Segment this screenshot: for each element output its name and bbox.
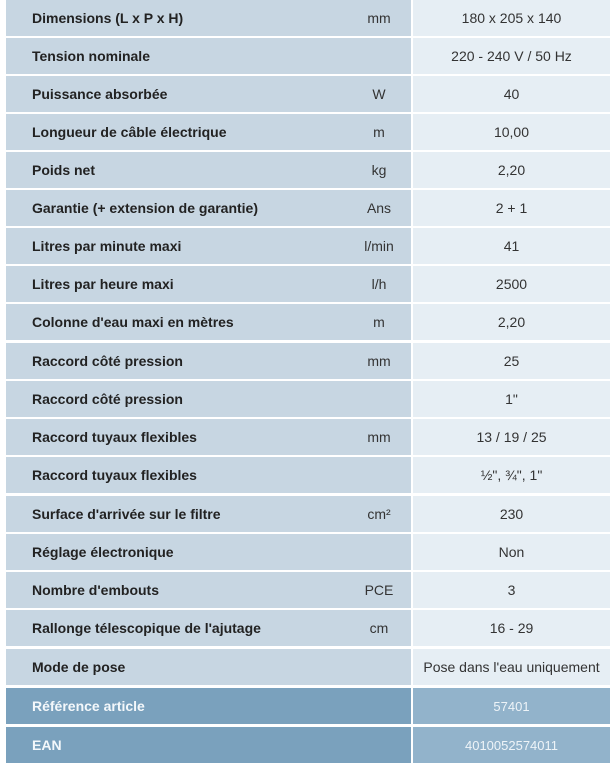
- spec-value: 41: [413, 228, 610, 264]
- spec-value: 16 - 29: [413, 610, 610, 646]
- spec-unit: mm: [367, 353, 391, 369]
- spec-unit: mm: [367, 10, 391, 26]
- footer-value: 57401: [413, 688, 610, 724]
- spec-value: 180 x 205 x 140: [413, 0, 610, 36]
- spec-label: Poids net: [32, 162, 96, 178]
- spec-label: Litres par heure maxi: [32, 276, 174, 292]
- spec-unit: m: [373, 314, 385, 330]
- spec-row: [6, 152, 610, 188]
- spec-row: [6, 649, 610, 685]
- spec-row: [6, 190, 610, 226]
- spec-value: 2,20: [413, 152, 610, 188]
- spec-label: Dimensions (L x P x H): [32, 10, 184, 26]
- spec-label: Garantie (+ extension de garantie): [32, 200, 259, 216]
- spec-label: Raccord côté pression: [32, 353, 183, 369]
- spec-unit: cm²: [367, 506, 391, 522]
- spec-row: [6, 419, 610, 455]
- spec-unit: Ans: [366, 200, 392, 216]
- spec-value: Pose dans l'eau uniquement: [413, 649, 610, 685]
- spec-value: 220 - 240 V / 50 Hz: [413, 38, 610, 74]
- spec-value: 13 / 19 / 25: [413, 419, 610, 455]
- article-reference-row: [6, 688, 610, 724]
- spec-value: 230: [413, 496, 610, 532]
- spec-row: [6, 76, 610, 112]
- spec-unit: l/min: [364, 238, 394, 254]
- spec-row: [6, 496, 610, 532]
- spec-value: 10,00: [413, 114, 610, 150]
- spec-label: Raccord côté pression: [32, 391, 183, 407]
- spec-label: Raccord tuyaux flexibles: [32, 467, 197, 483]
- footer-label: EAN: [32, 737, 62, 753]
- spec-unit: cm: [369, 620, 389, 636]
- spec-unit: PCE: [364, 582, 394, 598]
- spec-row: [6, 343, 610, 379]
- spec-label: Colonne d'eau maxi en mètres: [32, 314, 234, 330]
- spec-row: [6, 457, 610, 493]
- spec-label: Litres par minute maxi: [32, 238, 182, 254]
- spec-unit: m: [373, 124, 385, 140]
- spec-value: 2,20: [413, 304, 610, 340]
- spec-label: Raccord tuyaux flexibles: [32, 429, 197, 445]
- footer-value: 4010052574011: [413, 727, 610, 763]
- spec-unit: W: [372, 86, 386, 102]
- spec-label: Rallonge télescopique de l'ajutage: [32, 620, 261, 636]
- spec-value: 2500: [413, 266, 610, 302]
- spec-row: [6, 38, 610, 74]
- spec-row: [6, 610, 610, 646]
- spec-row: [6, 0, 610, 36]
- spec-value: 2 + 1: [413, 190, 610, 226]
- spec-unit: mm: [367, 429, 391, 445]
- spec-value: 40: [413, 76, 610, 112]
- ean-row: [6, 727, 610, 763]
- spec-row: [6, 228, 610, 264]
- spec-value: ½", ¾", 1": [413, 457, 610, 493]
- spec-value: 1": [413, 381, 610, 417]
- spec-row: [6, 304, 610, 340]
- spec-label: Tension nominale: [32, 48, 150, 64]
- spec-label: Longueur de câble électrique: [32, 124, 227, 140]
- spec-row: [6, 534, 610, 570]
- spec-label: Surface d'arrivée sur le filtre: [32, 506, 221, 522]
- spec-value: 3: [413, 572, 610, 608]
- spec-value: Non: [413, 534, 610, 570]
- spec-row: [6, 381, 610, 417]
- spec-unit: kg: [371, 162, 387, 178]
- spec-label: Puissance absorbée: [32, 86, 168, 102]
- spec-label: Réglage électronique: [32, 544, 174, 560]
- spec-row: [6, 572, 610, 608]
- footer-label: Référence article: [32, 698, 145, 714]
- spec-unit: l/h: [371, 276, 387, 292]
- spec-row: [6, 266, 610, 302]
- spec-label: Nombre d'embouts: [32, 582, 160, 598]
- spec-value: 25: [413, 343, 610, 379]
- spec-label: Mode de pose: [32, 659, 126, 675]
- spec-row: [6, 114, 610, 150]
